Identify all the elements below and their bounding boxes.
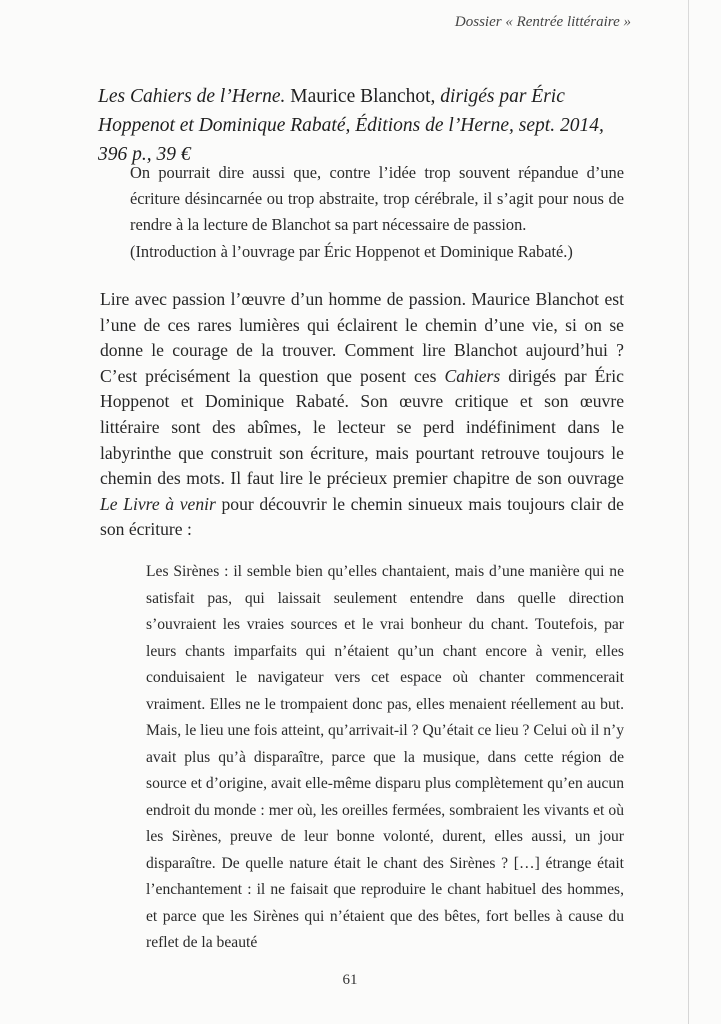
- epigraph-source: (Introduction à l’ouvrage par Éric Hoppenot et Dominique Rabaté.): [130, 241, 573, 261]
- running-head: Dossier « Rentrée littéraire »: [454, 14, 631, 30]
- book-details: dirigés par Éric Hoppenot et Dominique Rabaté, Éditions de l’Herne, sept. 2014, 396 p., 39 €: [98, 86, 604, 165]
- body-text-part-2: dirigés par Éric Hoppenot et Dominique Rabaté. Son œuvre critique et son œuvre littéraire sont des abîmes, le lecteur se perd indéfiniment dans le labyrinthe que construit son écriture, mais pourtant retrouve toujours le chemin des mots. Il faut lire le précieux premier chapitre de son ouvrage: [100, 365, 624, 489]
- book-subject: Maurice Blanchot,: [285, 86, 441, 107]
- page-gutter-line: [688, 0, 689, 1024]
- body-text-part-3: pour découvrir le chemin sinueux mais toujours clair de son écriture :: [100, 493, 624, 540]
- epigraph-text: On pourrait dire aussi que, contre l’idée trop souvent répandue d’une écriture désincarnée ou trop abstraite, trop cérébrale, il s’agit pour nous de rendre à la lecture de Blanchot sa part nécessaire de passion.: [130, 163, 624, 235]
- body-text-part-1: Lire avec passion l’œuvre d’un homme de passion. Maurice Blanchot est l’une de ces rares lumières qui éclairent le chemin d’une vie, si on se donne le courage de la trouver. Comment lire Blanchot aujourd’hui ? C’est précisément la question que posent ces: [100, 289, 624, 386]
- bibliography-reference: [98, 82, 628, 169]
- body-italic-cahiers: Cahiers: [444, 365, 501, 386]
- body-paragraph: [100, 287, 624, 543]
- block-quote-text: Les Sirènes : il semble bien qu’elles chantaient, mais d’une manière qui ne satisfait pas, qui laissait seulement entendre dans quelle direction s’ouvraient les vraies sources et le vrai bonheur du chant. Toutefois, par leurs chants imparfaits qui n’étaient qu’un chant encore à venir, elles conduisaient le navigateur vers cet espace où chanter commencerait vraiment. Elles ne le trompaient donc pas, elles menaient réellement au but. Mais, le lieu une fois atteint, qu’arrivait-il ? Qu’était ce lieu ? Celui où il n’y avait plus qu’à disparaître, parce que la musique, dans cette région de source et d’origine, avait elle-même disparu plus complètement qu’en aucun endroit du monde : mer où, les oreilles fermées, sombraient les vivants et où les Sirènes, preuve de leur bonne volonté, durent, elles aussi, un jour disparaître. De quelle nature était le chant des Sirènes ? […] étrange était l’enchantement : il ne faisait que reproduire le chant habituel des hommes, et parce que les Sirènes qui n’étaient que des bêtes, fort belles à cause du reflet de la beauté: [146, 563, 624, 951]
- epigraph-quote: [130, 160, 624, 265]
- book-title: Les Cahiers de l’Herne.: [98, 86, 286, 107]
- page-number: 61: [342, 972, 358, 988]
- block-quote: [146, 559, 624, 957]
- body-text: [100, 287, 624, 543]
- body-italic-livre: Le Livre à venir: [100, 493, 216, 514]
